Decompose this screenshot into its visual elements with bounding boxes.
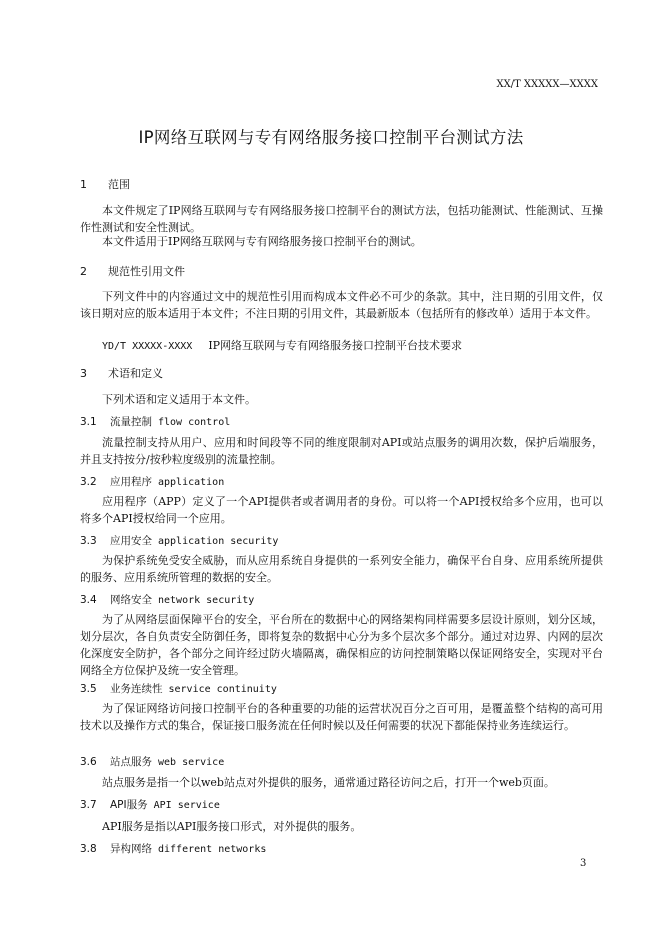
section-number: 3 (80, 367, 87, 380)
term-3-4-heading (80, 592, 254, 607)
term-en: API service (153, 800, 220, 811)
term-3-1-heading (80, 414, 230, 429)
section-title: 术语和定义 (108, 367, 163, 380)
term-number: 3.5 (80, 683, 97, 695)
term-3-1-definition: 流量控制支持从用户、应用和时间段等不同的维度限制对API或站点服务的调用次数，保护后端服务，并且支持按分/按秒粒度级别的流量控制。 (80, 436, 603, 466)
term-zh: 网络安全 (110, 594, 152, 606)
term-3-3-heading (80, 533, 278, 548)
term-3-2-heading (80, 474, 224, 489)
term-en: flow control (158, 417, 231, 428)
term-3-6-definition: 站点服务是指一个以web站点对外提供的服务，通常通过路径访问之后，打开一个web页面。 (102, 776, 555, 789)
term-number: 3.3 (80, 535, 97, 547)
section-2-heading (80, 263, 185, 279)
term-zh: 流量控制 (110, 416, 152, 428)
term-en: different networks (158, 844, 267, 855)
section-title: 规范性引用文件 (108, 265, 185, 278)
term-en: web service (158, 757, 225, 768)
term-number: 3.4 (80, 594, 97, 606)
document-title: IP网络互联网与专有网络服务接口控制平台测试方法 (138, 128, 524, 147)
term-zh: 业务连续性 (110, 683, 163, 695)
term-3-7-definition: API服务是指以API服务接口形式，对外提供的服务。 (102, 820, 362, 833)
term-zh: 站点服务 (110, 756, 152, 768)
term-3-8-heading (80, 841, 266, 856)
term-zh: 应用程序 (110, 476, 152, 488)
term-3-7-heading (80, 797, 220, 812)
section-1-heading (80, 176, 130, 192)
section-title: 范围 (108, 178, 130, 191)
term-zh: 应用安全 (110, 535, 152, 547)
term-zh: API服务 (110, 799, 148, 811)
term-en: application (158, 477, 225, 488)
section-number: 1 (80, 178, 87, 191)
section-2-paragraph-1: 下列文件中的内容通过文中的规范性引用而构成本文件必不可少的条款。其中，注日期的引用文件，仅该日期对应的版本适用于本文件；不注日期的引用文件，其最新版本（包括所有的修改单）适用于本文件。 (80, 290, 603, 320)
term-en: application security (158, 536, 279, 547)
term-number: 3.8 (80, 843, 97, 855)
reference-code: YD/T XXXXX-XXXX (102, 341, 193, 352)
normative-reference (102, 337, 462, 353)
term-en: service continuity (168, 684, 277, 695)
document-code: XX/T XXXXX—XXXX (496, 79, 598, 90)
term-3-3-definition: 为保护系统免受安全威胁，而从应用系统自身提供的一系列安全能力，确保平台自身、应用系统所提供的服务、应用系统所管理的数据的安全。 (80, 554, 603, 584)
section-3-paragraph-1: 下列术语和定义适用于本文件。 (102, 393, 256, 406)
term-number: 3.1 (80, 416, 97, 428)
term-3-4-definition: 为了从网络层面保障平台的安全，平台所在的数据中心的网络架构同样需要多层设计原则，划分区域，划分层次，各自负责安全防御任务，即将复杂的数据中心分为多个层次多个部分。通过对边界、内网的层次化深度安全防护，各个部分之间许经过防火墙隔离，确保相应的访问控制策略以保证网络安全，实现对平台网络全方位保护及统一安全管理。 (80, 613, 603, 677)
reference-title: IP网络互联网与专有网络服务接口控制平台技术要求 (208, 339, 463, 352)
section-1-paragraph-1: 本文件规定了IP网络互联网与专有网络服务接口控制平台的测试方法，包括功能测试、性能测试、互操作性测试和安全性测试。 (80, 204, 603, 234)
term-3-6-heading (80, 754, 224, 769)
term-number: 3.7 (80, 799, 97, 811)
section-number: 2 (80, 265, 87, 278)
term-number: 3.6 (80, 756, 97, 768)
term-3-2-definition: 应用程序（APP）定义了一个API提供者或者调用者的身份。可以将一个API授权给多个应用，也可以将多个API授权给同一个应用。 (80, 495, 603, 525)
term-3-5-heading (80, 681, 277, 696)
section-3-heading (80, 365, 163, 381)
term-zh: 异构网络 (110, 843, 152, 855)
term-3-5-definition: 为了保证网络访问接口控制平台的各种重要的功能的运营状况百分之百可用，是覆盖整个结构的高可用技术以及操作方式的集合，保证接口服务流在任何时候以及任何需要的状况下都能保持业务连续运行。 (80, 702, 603, 732)
page-number: 3 (580, 858, 587, 869)
section-1-paragraph-2: 本文件适用于IP网络互联网与专有网络服务接口控制平台的测试。 (102, 235, 422, 248)
term-number: 3.2 (80, 476, 97, 488)
term-en: network security (158, 595, 255, 606)
